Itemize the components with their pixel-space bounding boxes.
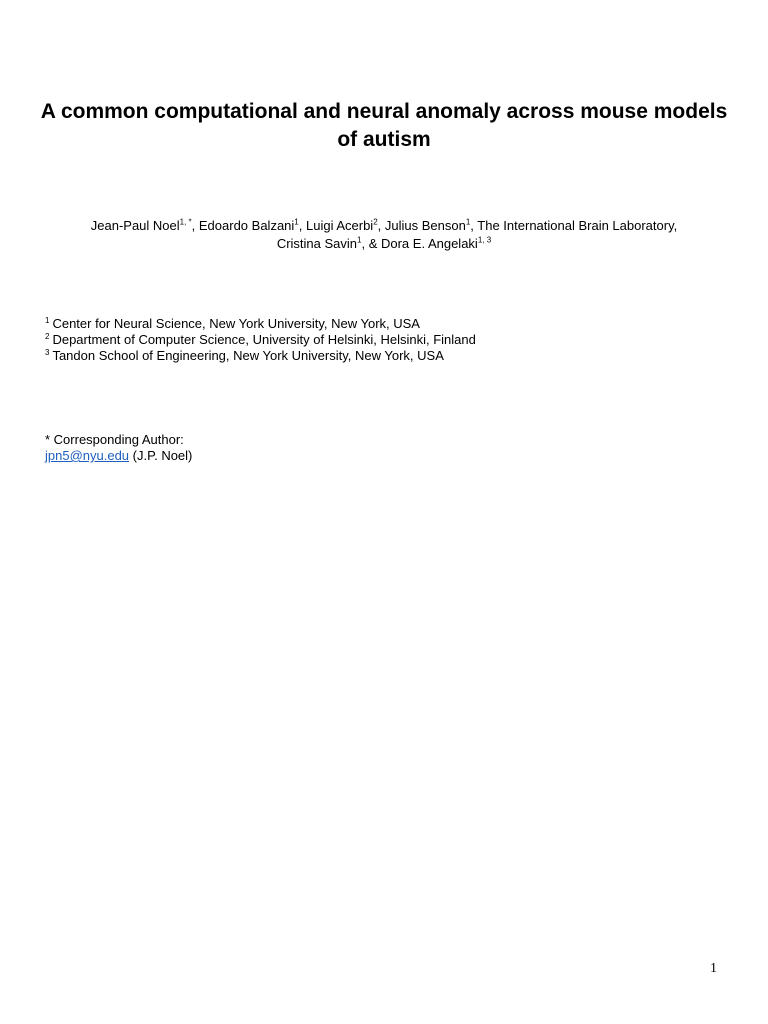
author-separator: , — [377, 218, 385, 233]
author-name: Edoardo Balzani — [198, 218, 295, 233]
author-name: Cristina Savin — [276, 236, 358, 251]
author-separator: , — [298, 218, 306, 233]
affiliation-item — [45, 348, 725, 364]
author-name: The International Brain Laboratory — [477, 218, 674, 233]
affiliation-list — [45, 316, 725, 364]
author-name: Luigi Acerbi — [305, 218, 374, 233]
affiliation-text: Tandon School of Engineering, New York University, New York, USA — [52, 348, 444, 363]
author-separator: , — [470, 218, 478, 233]
author-name: Julius Benson — [384, 218, 466, 233]
affiliation-item — [45, 316, 725, 332]
affiliation-number: 3 — [45, 347, 50, 357]
author-affiliation-mark: 1, * — [179, 217, 192, 227]
author-affiliation-mark: 1 — [357, 235, 362, 245]
correspondence-email-line — [45, 448, 725, 464]
paper-title: A common computational and neural anomaly across mouse models of autism — [40, 100, 728, 151]
affiliation-item — [45, 332, 725, 348]
author-affiliation-mark: 1 — [465, 217, 471, 227]
page-number: 1 — [710, 961, 717, 976]
correspondence-name: (J.P. Noel) — [129, 448, 193, 463]
affiliation-text: Department of Computer Science, University of Helsinki, Helsinki, Finland — [52, 332, 476, 347]
author-separator: , — [191, 218, 199, 233]
author-separator: , — [673, 218, 678, 233]
affiliation-number: 1 — [45, 315, 50, 325]
author-affiliation-mark: 2 — [373, 217, 378, 227]
email-link[interactable]: jpn5@nyu.edu — [45, 448, 130, 463]
author-list — [30, 217, 738, 253]
author-name: Jean-Paul Noel — [90, 218, 180, 233]
affiliation-text: Center for Neural Science, New York University, New York, USA — [52, 316, 420, 331]
author-separator: , & — [361, 236, 381, 251]
author-name: Dora E. Angelaki — [380, 236, 478, 251]
correspondence-block — [45, 432, 725, 464]
affiliation-number: 2 — [45, 331, 50, 341]
corresponding-author-label: * Corresponding Author: — [45, 432, 184, 447]
author-affiliation-mark: 1, 3 — [477, 235, 492, 245]
author-affiliation-mark: 1 — [294, 217, 299, 227]
